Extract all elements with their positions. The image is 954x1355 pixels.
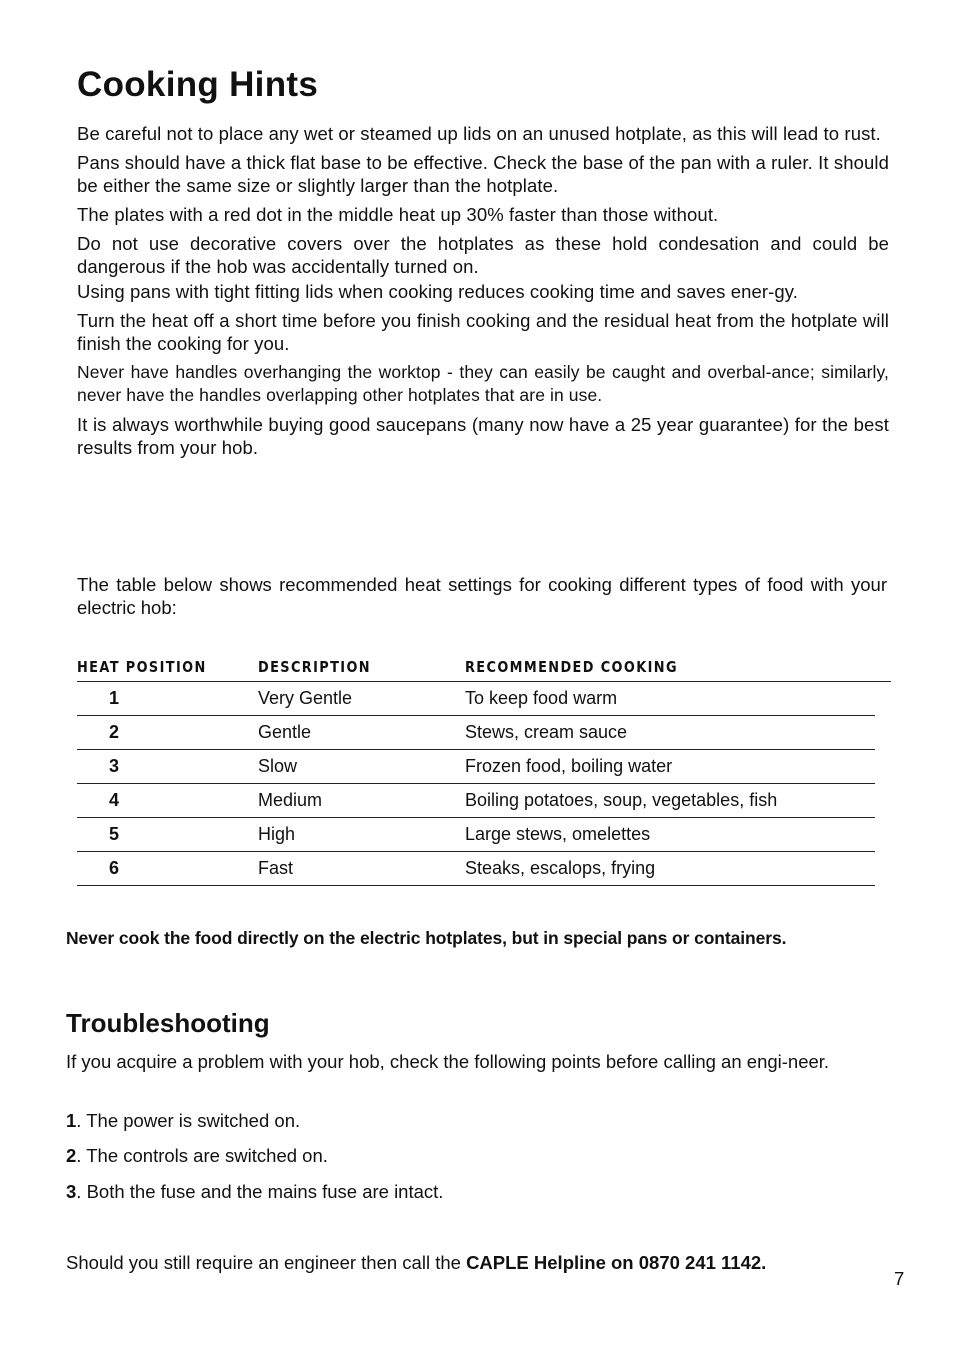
check-number: 1: [66, 1110, 77, 1131]
page-number: 7: [894, 1268, 905, 1289]
hint-paragraph: Do not use decorative covers over the hotplates as these hold condesation and could be dangerous if the hob was accidentally turned on.: [77, 233, 889, 277]
check-item: [66, 1144, 328, 1167]
heat-position-cell: 6: [77, 852, 258, 886]
helpline-number: CAPLE Helpline on 0870 241 1142.: [466, 1252, 767, 1273]
hint-paragraph: Turn the heat off a short time before you finish cooking and the residual heat from the hotplate will finish the cooking for you.: [77, 310, 889, 354]
description-cell: Fast: [258, 852, 465, 886]
check-text: . The controls are switched on.: [76, 1145, 328, 1166]
heat-position-cell: 2: [77, 716, 258, 750]
description-cell: Slow: [258, 750, 465, 784]
cooking-cell: Steaks, escalops, frying: [465, 852, 875, 886]
header-recommended-cooking: RECOMMENDED COOKING: [465, 652, 831, 682]
hint-paragraph: Using pans with tight fitting lids when cooking reduces cooking time and saves ener-gy.: [77, 281, 798, 302]
heat-position-cell: 5: [77, 818, 258, 852]
heat-position-cell: 3: [77, 750, 258, 784]
table-row: [77, 784, 891, 818]
header-heat-position: HEAT POSITION: [77, 652, 233, 682]
check-number: 3: [66, 1181, 77, 1202]
table-row: [77, 750, 891, 784]
description-cell: Very Gentle: [258, 682, 465, 716]
description-cell: Gentle: [258, 716, 465, 750]
heat-settings-table: [77, 652, 891, 886]
cooking-hints-list: [77, 122, 889, 465]
heat-position-cell: 4: [77, 784, 258, 818]
description-cell: High: [258, 818, 465, 852]
cooking-cell: Frozen food, boiling water: [465, 750, 875, 784]
hint-paragraph: Pans should have a thick flat base to be effective. Check the base of the pan with a ruler. It should be either the same size or slightly larger than the hotplate.: [77, 152, 889, 196]
table-row: [77, 716, 891, 750]
check-number: 2: [66, 1145, 77, 1166]
hint-paragraph: It is always worthwhile buying good saucepans (many now have a 25 year guarantee) for the best results from your hob.: [77, 414, 889, 458]
check-item: [66, 1180, 443, 1203]
table-row: [77, 852, 891, 886]
check-text: . Both the fuse and the mains fuse are intact.: [76, 1181, 444, 1202]
table-row: [77, 818, 891, 852]
table-intro: The table below shows recommended heat settings for cooking different types of food with your electric hob:: [77, 574, 887, 618]
safety-warning: Never cook the food directly on the electric hotplates, but in special pans or containers.: [66, 928, 787, 948]
hint-paragraph: The plates with a red dot in the middle heat up 30% faster than those without.: [77, 204, 719, 225]
table-header-row: [77, 652, 891, 682]
page-title: Cooking Hints: [77, 65, 319, 104]
helpline-prefix: Should you still require an engineer then call the: [66, 1252, 467, 1273]
heat-position-cell: 1: [77, 682, 258, 716]
header-description: DESCRIPTION: [258, 652, 436, 682]
description-cell: Medium: [258, 784, 465, 818]
cooking-cell: Boiling potatoes, soup, vegetables, fish: [465, 784, 875, 818]
helpline-text: [66, 1251, 766, 1274]
cooking-cell: To keep food warm: [465, 682, 875, 716]
troubleshooting-title: Troubleshooting: [66, 1008, 270, 1038]
table-row: [77, 682, 891, 716]
check-item: [66, 1109, 300, 1132]
troubleshooting-intro: If you acquire a problem with your hob, check the following points before calling an engi-neer.: [66, 1051, 830, 1072]
check-text: . The power is switched on.: [76, 1110, 301, 1131]
hint-paragraph: Never have handles overhanging the worktop - they can easily be caught and overbal-ance; similarly, never have the handles overlapping other hotplates that are in use.: [77, 362, 889, 405]
cooking-cell: Large stews, omelettes: [465, 818, 875, 852]
hint-paragraph: Be careful not to place any wet or steamed up lids on an unused hotplate, as this will lead to rust.: [77, 123, 881, 144]
cooking-cell: Stews, cream sauce: [465, 716, 875, 750]
